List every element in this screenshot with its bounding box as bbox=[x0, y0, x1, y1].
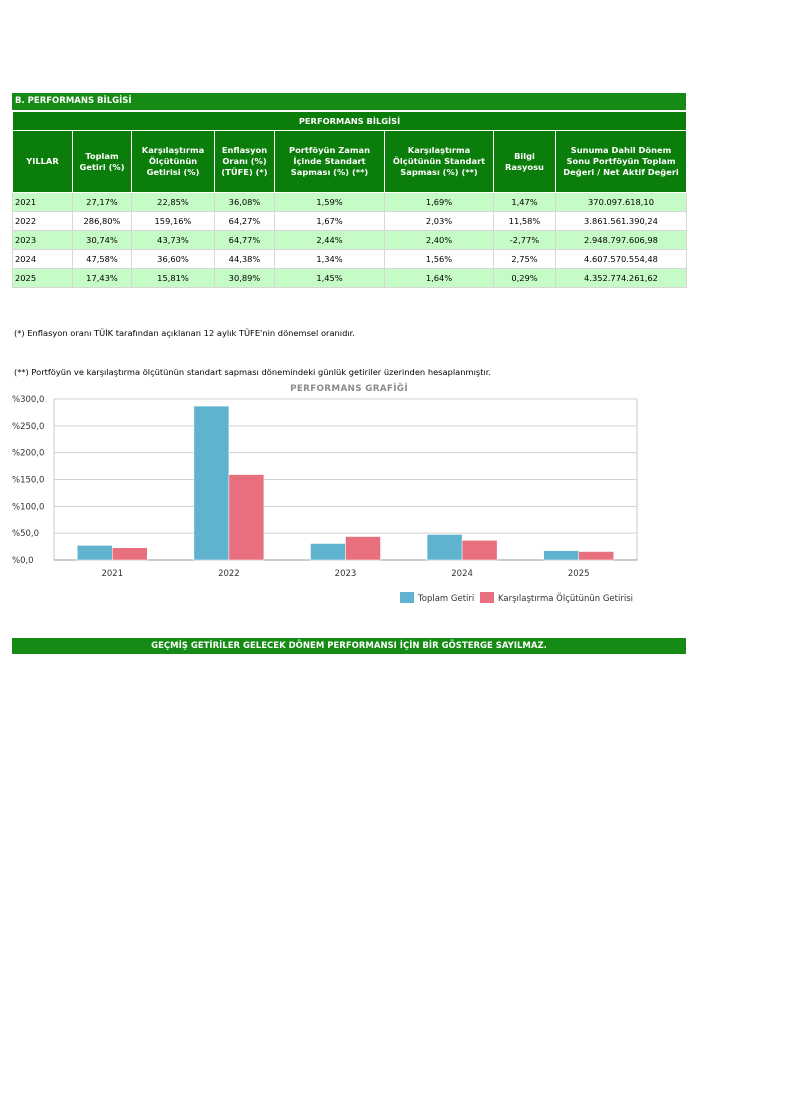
y-tick-label: %300,0 bbox=[12, 395, 45, 405]
table-cell: 11,58% bbox=[494, 212, 556, 231]
y-tick-label: %250,0 bbox=[12, 421, 45, 432]
table-cell: 2,03% bbox=[385, 212, 494, 231]
table-row bbox=[13, 250, 687, 269]
table-cell: 1,45% bbox=[275, 269, 385, 288]
bar-total-return bbox=[311, 544, 346, 560]
table-cell: 286,80% bbox=[73, 212, 132, 231]
performance-chart bbox=[0, 395, 790, 610]
x-tick-label: 2023 bbox=[334, 569, 357, 579]
table-cell: 2022 bbox=[13, 212, 73, 231]
section-title: B. PERFORMANS BİLGİSİ bbox=[12, 93, 686, 110]
table-body bbox=[13, 193, 687, 288]
legend-label: Karşılaştırma Ölçütünün Getirisi bbox=[498, 594, 633, 604]
bar-total-return bbox=[194, 406, 229, 560]
table-header-cell: Toplam Getiri (%) bbox=[73, 131, 132, 193]
bar-benchmark-return bbox=[346, 537, 381, 560]
table-cell: 1,64% bbox=[385, 269, 494, 288]
table-cell: 159,16% bbox=[132, 212, 215, 231]
table-cell: 36,08% bbox=[215, 193, 275, 212]
x-tick-label: 2025 bbox=[567, 569, 590, 579]
x-tick-label: 2024 bbox=[451, 569, 473, 579]
table-cell: 1,34% bbox=[275, 250, 385, 269]
table-cell: 3.861.561.390,24 bbox=[556, 212, 687, 231]
table-cell: 2025 bbox=[13, 269, 73, 288]
bar-benchmark-return bbox=[462, 540, 497, 560]
table-cell: 370.097.618,10 bbox=[556, 193, 687, 212]
bar-total-return bbox=[77, 545, 112, 560]
table-cell: 2024 bbox=[13, 250, 73, 269]
table-cell: 0,29% bbox=[494, 269, 556, 288]
table-cell: 2,44% bbox=[275, 231, 385, 250]
bar-benchmark-return bbox=[579, 552, 614, 560]
table-cell: 43,73% bbox=[132, 231, 215, 250]
table-cell: 30,89% bbox=[215, 269, 275, 288]
table-header-cell: Sunuma Dahil Dönem Sonu Portföyün Toplam Değeri / Net Aktif Değeri bbox=[556, 131, 687, 193]
table-cell: 2,40% bbox=[385, 231, 494, 250]
table-row bbox=[13, 231, 687, 250]
table-row bbox=[13, 269, 687, 288]
table-cell: 1,67% bbox=[275, 212, 385, 231]
table-cell: 4.352.774.261,62 bbox=[556, 269, 687, 288]
table-cell: 15,81% bbox=[132, 269, 215, 288]
legend-swatch bbox=[400, 592, 414, 603]
table-row bbox=[13, 212, 687, 231]
table-cell: 64,27% bbox=[215, 212, 275, 231]
bar-benchmark-return bbox=[229, 475, 264, 560]
table-header-cell: Karşılaştırma Ölçütünün Getirisi (%) bbox=[132, 131, 215, 193]
y-tick-label: %0,0 bbox=[12, 556, 34, 566]
table-cell: 64,77% bbox=[215, 231, 275, 250]
table-cell: 36,60% bbox=[132, 250, 215, 269]
y-tick-label: %150,0 bbox=[12, 475, 45, 486]
table-header-cell: Portföyün Zaman İçinde Standart Sapması (%) (**) bbox=[275, 131, 385, 193]
table-header-cell: Karşılaştırma Ölçütünün Standart Sapması (%) (**) bbox=[385, 131, 494, 193]
table-header-cell: Enflasyon Oranı (%) (TÜFE) (*) bbox=[215, 131, 275, 193]
y-tick-label: %100,0 bbox=[12, 502, 45, 513]
table-cell: 2021 bbox=[13, 193, 73, 212]
chart-title: PERFORMANS GRAFİĞİ bbox=[290, 384, 408, 394]
y-tick-label: %50,0 bbox=[12, 529, 40, 540]
disclaimer-footer: GEÇMİŞ GETİRİLER GELECEK DÖNEM PERFORMANSI İÇİN BİR GÖSTERGE SAYILMAZ. bbox=[12, 638, 686, 654]
table-header-row bbox=[13, 131, 687, 193]
legend-swatch bbox=[480, 592, 494, 603]
performance-table bbox=[12, 111, 687, 288]
bar-benchmark-return bbox=[112, 548, 147, 560]
table-header-cell: YILLAR bbox=[13, 131, 73, 193]
table-cell: 30,74% bbox=[73, 231, 132, 250]
table-cell: 27,17% bbox=[73, 193, 132, 212]
bar-total-return bbox=[427, 534, 462, 560]
table-cell: 4.607.570.554,48 bbox=[556, 250, 687, 269]
table-cell: 2023 bbox=[13, 231, 73, 250]
table-cell: 1,69% bbox=[385, 193, 494, 212]
table-cell: 1,56% bbox=[385, 250, 494, 269]
x-tick-label: 2021 bbox=[101, 569, 124, 579]
bar-total-return bbox=[544, 551, 579, 560]
table-cell: 1,47% bbox=[494, 193, 556, 212]
inflation-note: (*) Enflasyon oranı TÜİK tarafından açıklanan 12 aylık TÜFE'nin dönemsel oranıdır. bbox=[14, 328, 355, 338]
std-dev-note: (**) Portföyün ve karşılaştırma ölçütünün standart sapması dönemindeki günlük getiriler üzerinden hesaplanmıştır. bbox=[14, 367, 492, 377]
table-cell: 17,43% bbox=[73, 269, 132, 288]
table-cell: 2.948.797.606,98 bbox=[556, 231, 687, 250]
table-cell: 1,59% bbox=[275, 193, 385, 212]
table-subtitle: PERFORMANS BİLGİSİ bbox=[13, 112, 687, 131]
table-cell: 2,75% bbox=[494, 250, 556, 269]
table-cell: 22,85% bbox=[132, 193, 215, 212]
y-tick-label: %200,0 bbox=[12, 448, 45, 459]
table-row bbox=[13, 193, 687, 212]
table-cell: 44,38% bbox=[215, 250, 275, 269]
table-cell: -2,77% bbox=[494, 231, 556, 250]
table-header-cell: Bilgi Rasyosu bbox=[494, 131, 556, 193]
table-cell: 47,58% bbox=[73, 250, 132, 269]
x-tick-label: 2022 bbox=[218, 569, 240, 579]
legend-label: Toplam Getiri bbox=[418, 594, 475, 604]
